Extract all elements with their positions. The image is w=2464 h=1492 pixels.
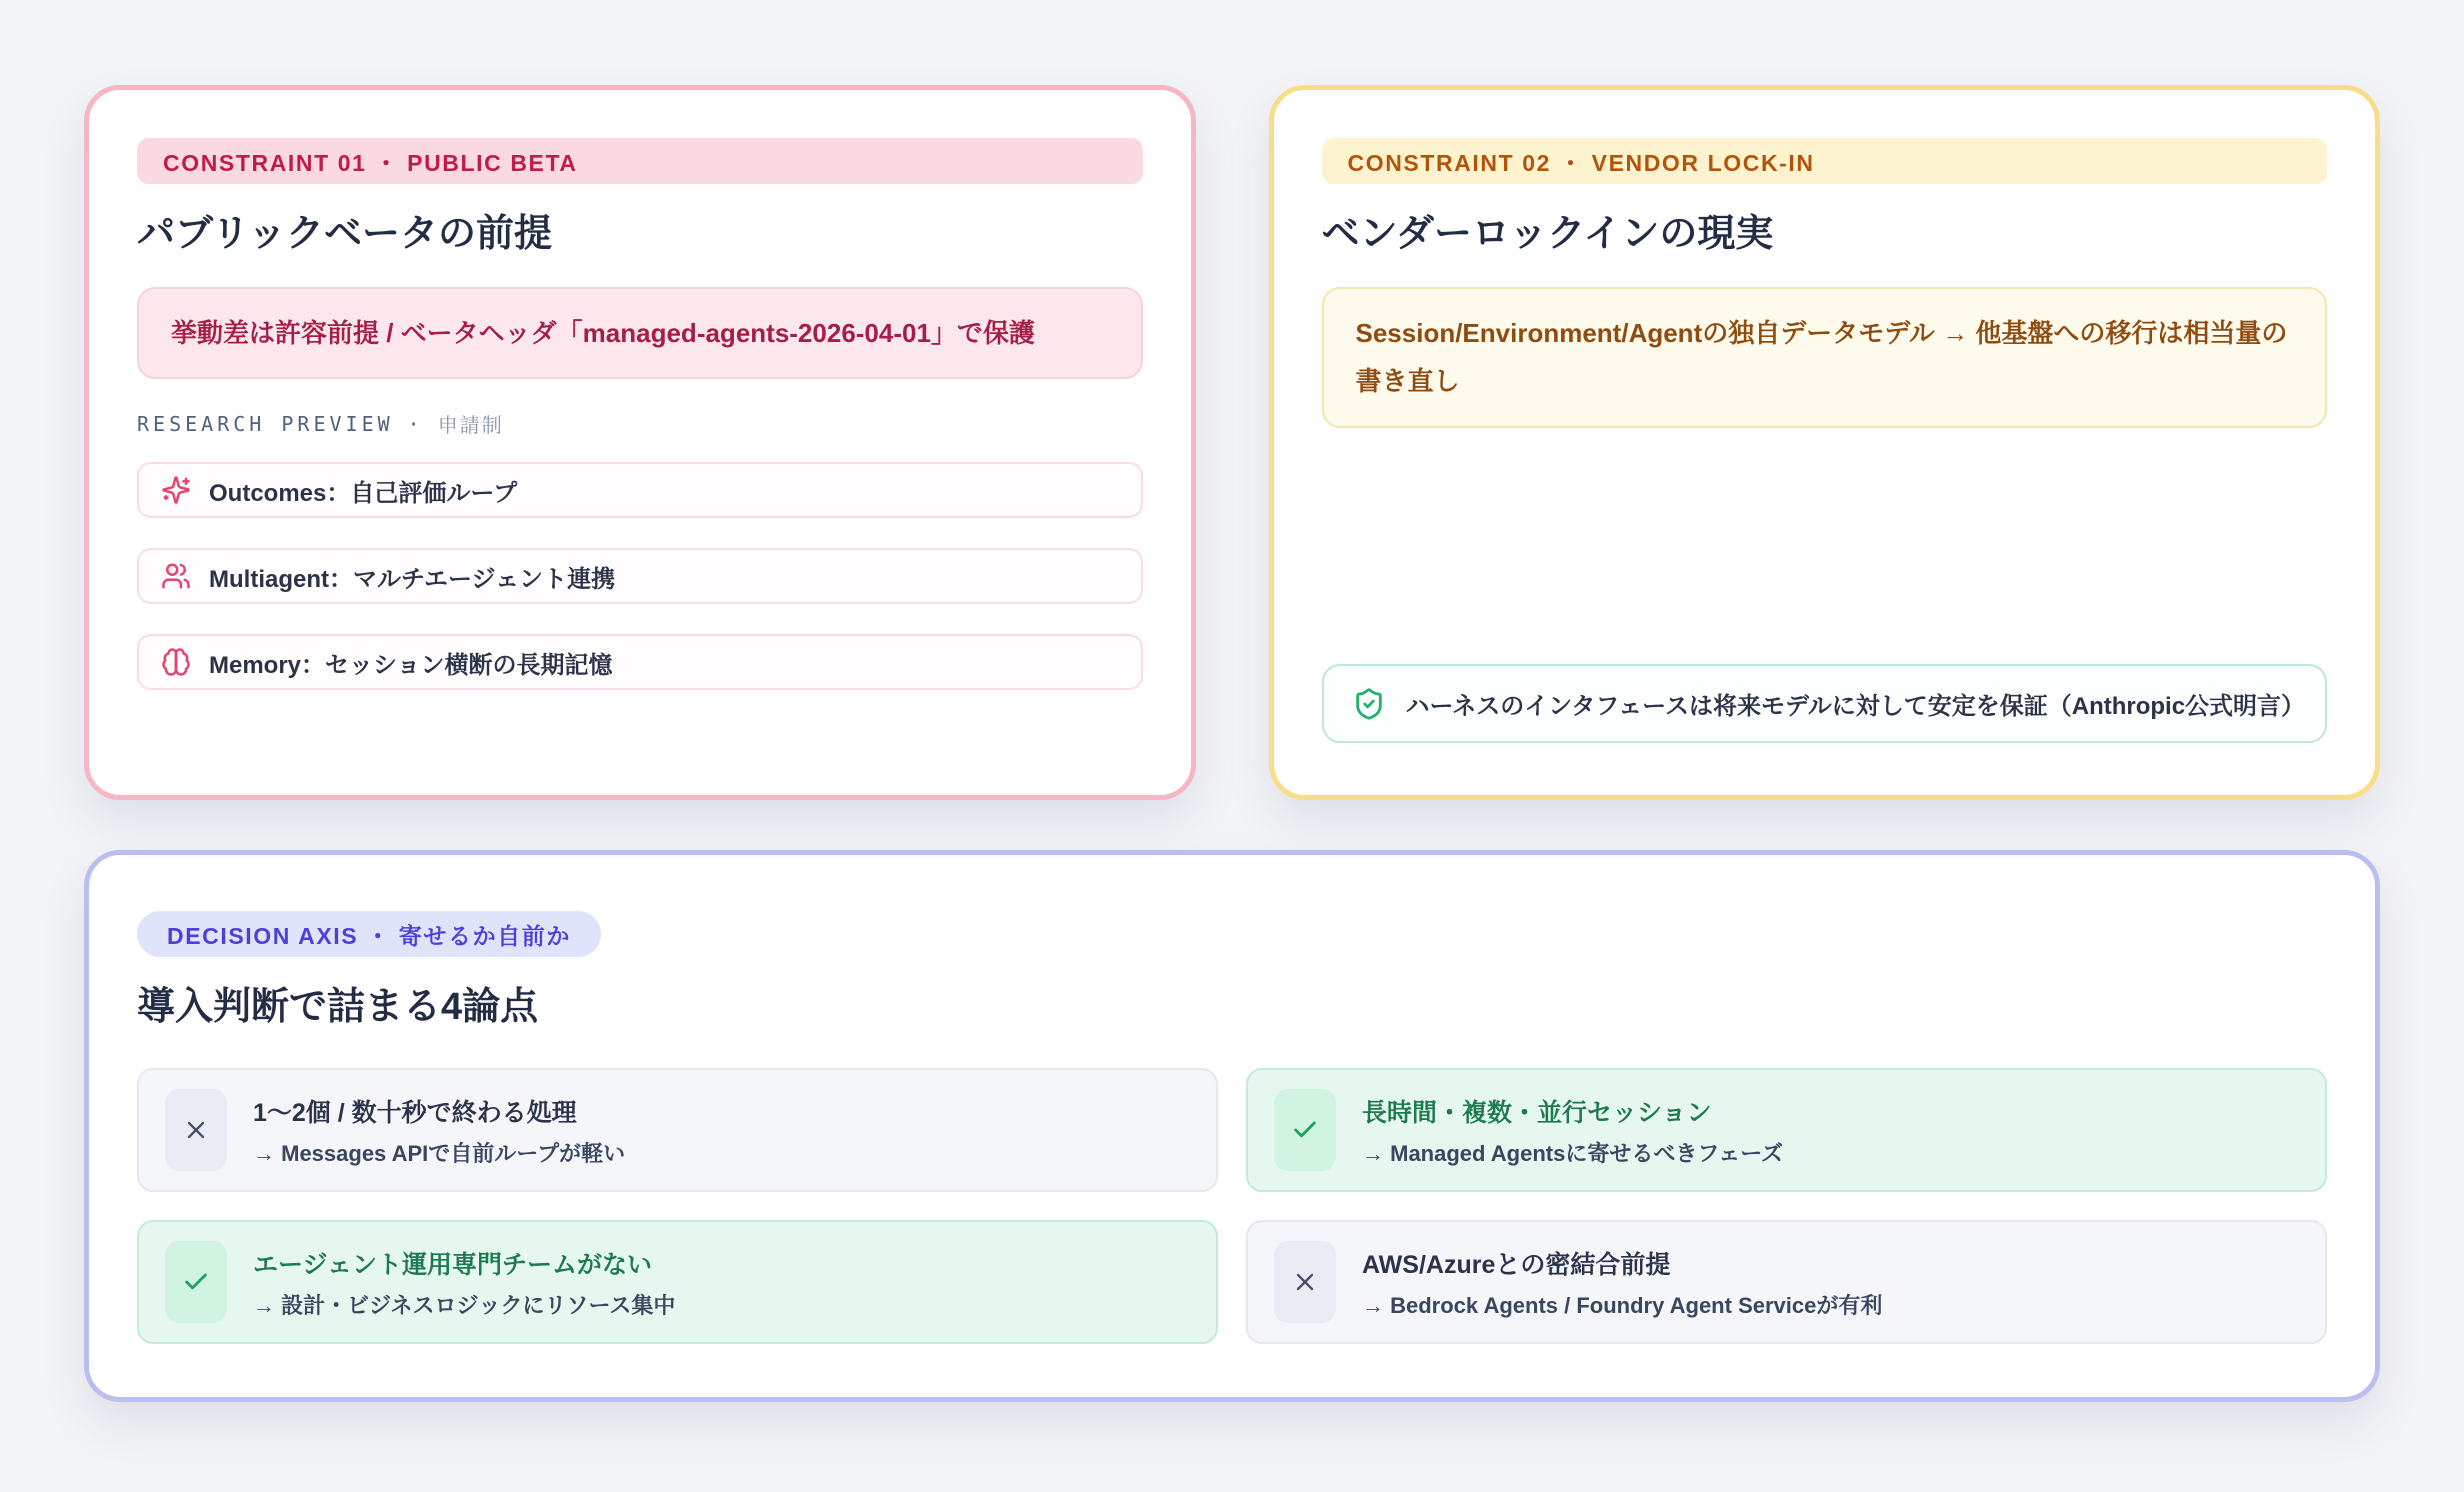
shield-check-icon: [1352, 687, 1386, 721]
decision-item-detail: → Messages APIで自前ループが軽い: [253, 1140, 626, 1166]
decision-badge: [137, 911, 601, 957]
stability-note: [1322, 664, 2328, 743]
constraint2-card: [1269, 85, 2381, 800]
sparkles-icon: [161, 475, 191, 505]
decision-item-title: 1〜2個 / 数十秒で終わる処理: [253, 1098, 577, 1127]
decision-card: [84, 850, 2380, 1402]
users-icon: [161, 561, 191, 591]
constraint1-card: [84, 85, 1196, 800]
research-preview-note: 申請制: [437, 413, 504, 438]
decision-item-detail: → 設計・ビジネスロジックにリソース集中: [253, 1292, 676, 1318]
brain-icon: [161, 647, 191, 677]
decision-item-detail: → Managed Agentsに寄せるべきフェーズ: [1362, 1140, 1784, 1166]
constraint1-badge: [137, 138, 1143, 184]
decision-item-title: AWS/Azureとの密結合前提: [1362, 1250, 1671, 1279]
constraint2-title: ベンダーロックインの現実: [1321, 213, 1774, 255]
constraint2-badge-label: CONSTRAINT 02 ・ VENDOR LOCK-IN: [1347, 149, 1815, 176]
top-row: [84, 85, 2380, 800]
decision-item-detail: → Bedrock Agents / Foundry Agent Serviceが有利: [1362, 1292, 1883, 1318]
decision-item-no-ops-team: [137, 1220, 1218, 1344]
spacer: [1322, 428, 2328, 664]
decision-item-long-sessions: [1246, 1068, 2327, 1192]
stability-note-text: ハーネスのインタフェースは将来モデルに対して安定を保証（Anthropic公式明言）: [1405, 693, 2306, 720]
check-icon: [165, 1241, 227, 1323]
decision-title: 導入判断で詰まる4論点: [137, 986, 539, 1028]
constraint2-badge: [1322, 138, 2328, 184]
decision-item-title: エージェント運用専門チームがない: [253, 1250, 653, 1279]
decision-badge-label: DECISION AXIS ・ 寄せるか自前か: [167, 922, 571, 949]
research-preview-separator: ·: [407, 411, 424, 436]
decision-item-short-tasks: [137, 1068, 1218, 1192]
research-preview-label: RESEARCH PREVIEW: [137, 411, 394, 436]
feature-label: Memory：セッション横断の長期記憶: [209, 651, 613, 679]
feature-label: Multiagent：マルチエージェント連携: [209, 565, 616, 593]
feature-row-multiagent: [137, 548, 1143, 604]
decision-item-cloud-coupling: [1246, 1220, 2327, 1344]
constraint2-highlight-text: Session/Environment/Agentの独自データモデル → 他基盤への移行は相当量の書き直し: [1355, 318, 2288, 397]
feature-row-outcomes: [137, 462, 1143, 518]
decision-grid: [137, 1068, 2327, 1344]
research-preview-line: [137, 409, 1143, 438]
feature-label: Outcomes：自己評価ループ: [209, 479, 518, 507]
x-icon: [1274, 1241, 1336, 1323]
constraint1-badge-label: CONSTRAINT 01 ・ PUBLIC BETA: [163, 149, 578, 176]
constraint1-highlight-text: 挙動差は許容前提 / ベータヘッダ「managed-agents-2026-04-01」で保護: [171, 318, 1035, 349]
constraint1-highlight: [137, 287, 1143, 379]
constraint2-highlight: [1322, 287, 2328, 427]
constraint1-title: パブリックベータの前提: [137, 213, 552, 255]
check-icon: [1274, 1089, 1336, 1171]
feature-row-memory: [137, 634, 1143, 690]
x-icon: [165, 1089, 227, 1171]
decision-item-title: 長時間・複数・並行セッション: [1362, 1098, 1712, 1127]
